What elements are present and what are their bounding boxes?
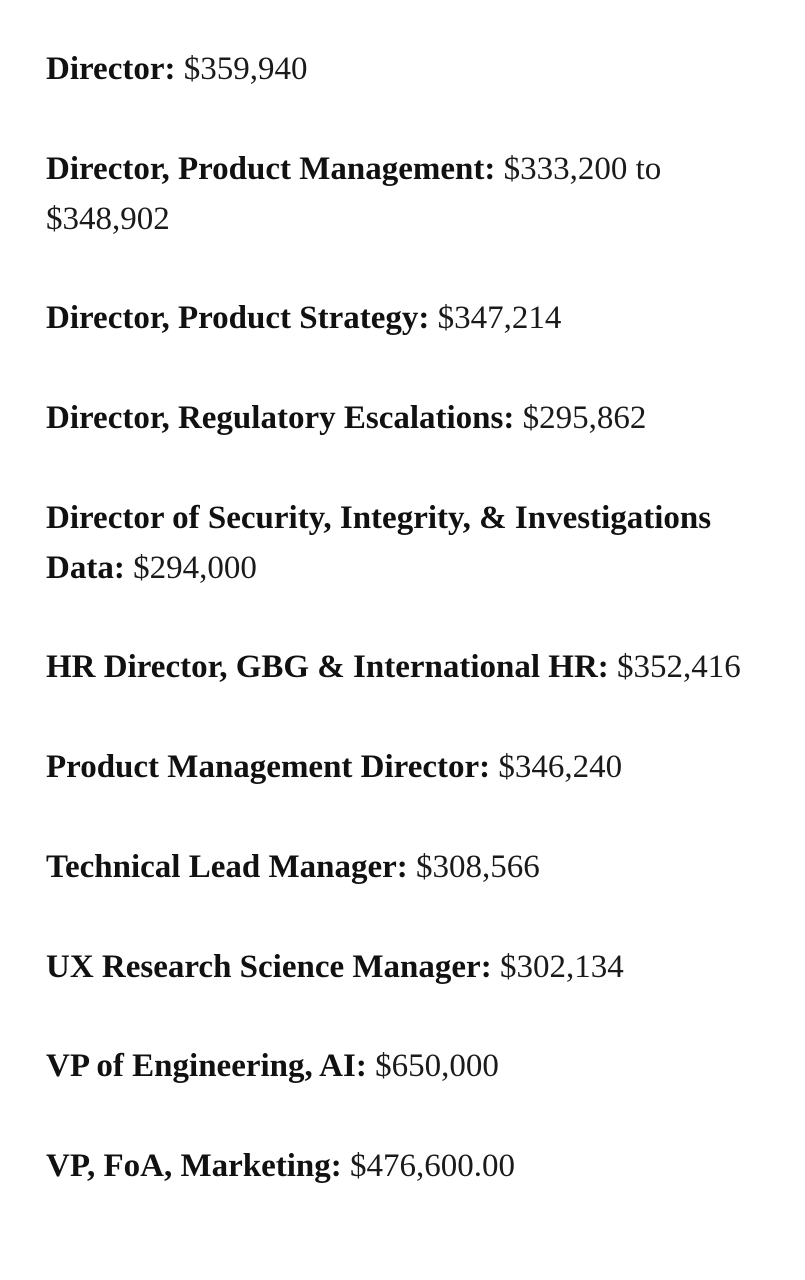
salary-entry-director bbox=[46, 44, 766, 94]
salary-entry-director-product-management bbox=[46, 144, 766, 244]
job-title: Director: bbox=[46, 51, 176, 87]
salary-entry-vp-engineering-ai bbox=[46, 1041, 766, 1091]
salary-amount: $295,862 bbox=[522, 400, 647, 437]
salary-entry-director-security-integrity bbox=[46, 493, 766, 593]
salary-entry-director-regulatory-escalations bbox=[46, 393, 766, 443]
job-title: HR Director, GBG & International HR: bbox=[46, 649, 609, 686]
salary-entry-director-product-strategy bbox=[46, 293, 766, 343]
salary-amount: $650,000 bbox=[375, 1048, 499, 1085]
salary-list bbox=[46, 44, 766, 1241]
job-title: Director, Product Strategy: bbox=[46, 300, 430, 337]
salary-amount: $308,566 bbox=[416, 848, 540, 885]
job-title: VP, FoA, Marketing: bbox=[46, 1147, 342, 1184]
salary-amount: $333,200 to $348,902 bbox=[46, 150, 662, 237]
job-title: Director of Security, Integrity, & Investigations Data: bbox=[46, 499, 712, 586]
salary-amount: $359,940 bbox=[183, 51, 308, 87]
job-title: Technical Lead Manager: bbox=[46, 848, 408, 885]
job-title: VP of Engineering, AI: bbox=[46, 1048, 367, 1085]
salary-entry-ux-research-science-manager bbox=[46, 942, 766, 992]
salary-amount: $346,240 bbox=[498, 749, 623, 786]
salary-amount: $352,416 bbox=[617, 649, 741, 686]
salary-entry-hr-director bbox=[46, 642, 766, 692]
salary-entry-technical-lead-manager bbox=[46, 842, 766, 892]
job-title: UX Research Science Manager: bbox=[46, 948, 492, 985]
salary-amount: $294,000 bbox=[133, 549, 257, 586]
salary-entry-vp-foa-marketing bbox=[46, 1141, 766, 1191]
job-title: Product Management Director: bbox=[46, 749, 491, 786]
salary-amount: $302,134 bbox=[499, 948, 624, 985]
job-title: Director, Regulatory Escalations: bbox=[46, 400, 515, 437]
salary-entry-product-management-director bbox=[46, 742, 766, 792]
salary-amount: $476,600.00 bbox=[350, 1147, 515, 1184]
job-title: Director, Product Management: bbox=[46, 150, 496, 187]
salary-amount: $347,214 bbox=[437, 300, 562, 337]
